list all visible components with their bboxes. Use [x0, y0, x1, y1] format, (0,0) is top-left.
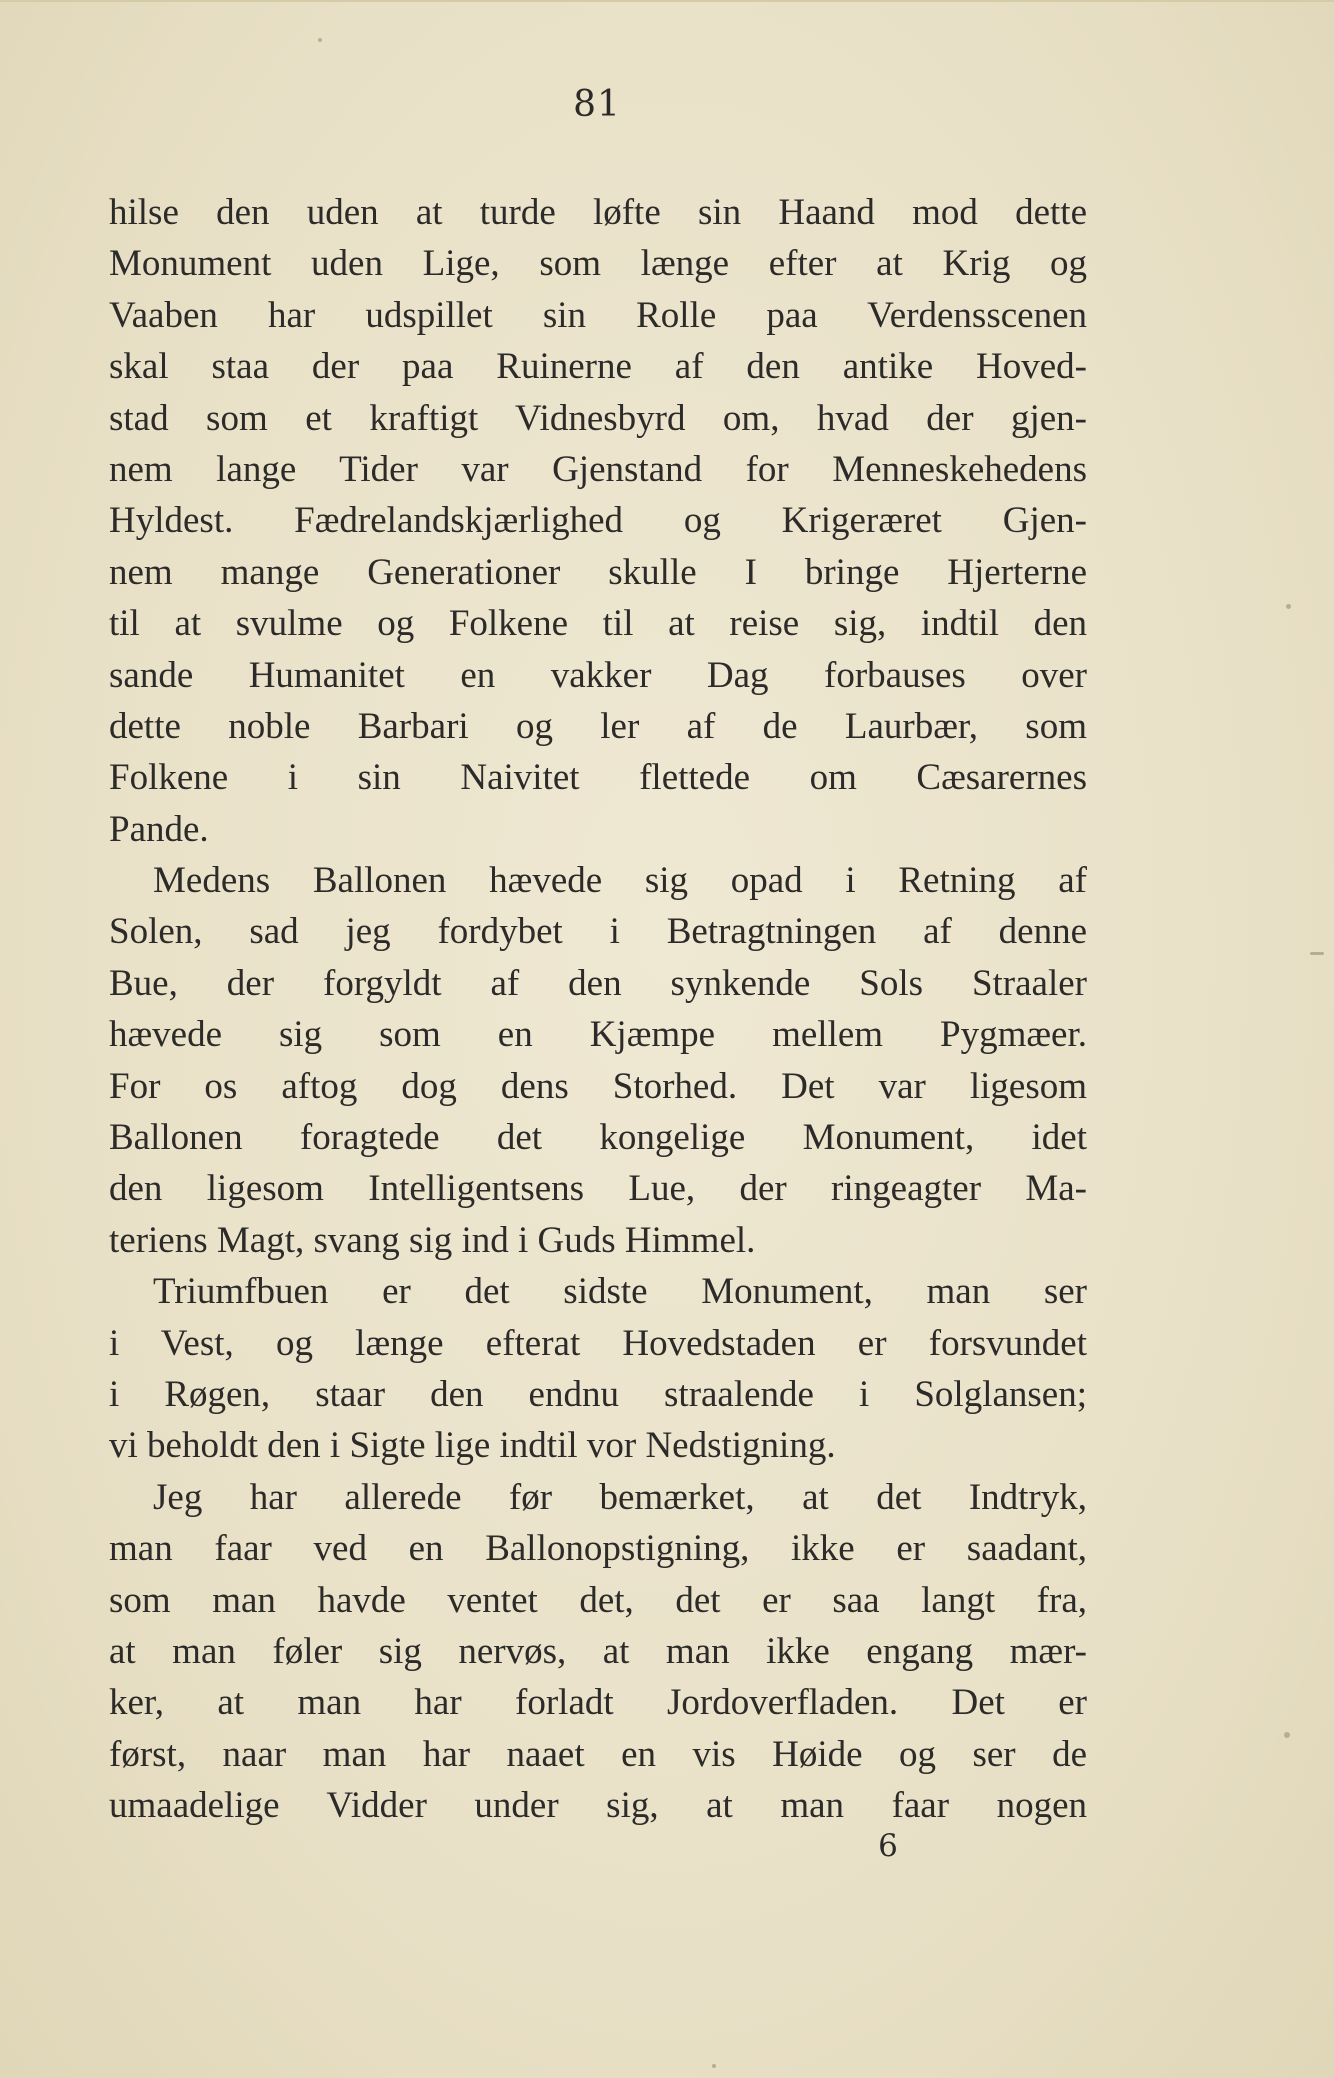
text-line: Bue, der forgyldt af den synkende Sols Straaler — [109, 962, 1087, 1004]
text-line: dette noble Barbari og ler af de Laurbær, som — [109, 705, 1087, 747]
text-line: som man havde ventet det, det er saa langt fra, — [109, 1579, 1087, 1621]
text-line: at man føler sig nervøs, at man ikke engang mær- — [109, 1630, 1087, 1672]
text-line: først, naar man har naaet en vis Høide og ser de — [109, 1733, 1087, 1775]
text-line: Ballonen foragtede det kongelige Monument, idet — [109, 1117, 1087, 1159]
paragraph-start-line: Triumfbuen er det sidste Monument, man ser — [153, 1271, 1087, 1313]
paper-speck — [1310, 952, 1324, 955]
text-line: den ligesom Intelligentsens Lue, der ringeagter Ma- — [109, 1168, 1087, 1210]
text-line: stad som et kraftigt Vidnesbyrd om, hvad der gjen- — [109, 397, 1087, 439]
paper-speck — [712, 2064, 716, 2068]
page-number: 81 — [573, 84, 621, 125]
text-line: Solen, sad jeg fordybet i Betragtningen af denne — [109, 911, 1087, 953]
paragraph-end-line: vi beholdt den i Sigte lige indtil vor Nedstigning. — [109, 1425, 836, 1467]
paragraph-start-line: Medens Ballonen hævede sig opad i Retning af — [153, 860, 1087, 902]
paragraph-end-line: teriens Magt, svang sig ind i Guds Himmel. — [109, 1219, 756, 1261]
paragraph-end-line: Pande. — [109, 808, 209, 850]
text-line: Vaaben har udspillet sin Rolle paa Verdensscenen — [109, 294, 1087, 336]
paragraph-start-line: Jeg har allerede før bemærket, at det Indtryk, — [153, 1476, 1087, 1518]
text-line: til at svulme og Folkene til at reise sig, indtil den — [109, 603, 1087, 645]
text-line: sande Humanitet en vakker Dag forbauses over — [109, 654, 1087, 696]
text-line: i Røgen, staar den endnu straalende i Solglansen; — [109, 1373, 1087, 1415]
text-line: Hyldest. Fædrelandskjærlighed og Krigeræret Gjen- — [109, 500, 1087, 542]
body-text — [109, 187, 1087, 1832]
text-line: Monument uden Lige, som længe efter at Krig og — [109, 243, 1087, 285]
text-line: nem lange Tider var Gjenstand for Menneskehedens — [109, 448, 1087, 490]
text-line: man faar ved en Ballonopstigning, ikke er saadant, — [109, 1528, 1087, 1570]
paper-speck — [1284, 1732, 1290, 1738]
paper-speck — [1286, 604, 1291, 609]
signature-mark: 6 — [878, 1828, 898, 1864]
text-line: Folkene i sin Naivitet flettede om Cæsarernes — [109, 757, 1087, 799]
text-line: ker, at man har forladt Jordoverfladen. Det er — [109, 1682, 1087, 1724]
paper-speck — [318, 38, 322, 42]
text-line: nem mange Generationer skulle I bringe Hjerterne — [109, 551, 1087, 593]
text-line: hævede sig som en Kjæmpe mellem Pygmæer. — [109, 1014, 1087, 1056]
text-line: For os aftog dog dens Storhed. Det var ligesom — [109, 1065, 1087, 1107]
text-line: hilse den uden at turde løfte sin Haand mod dette — [109, 192, 1087, 233]
text-line: umaadelige Vidder under sig, at man faar nogen — [109, 1785, 1087, 1827]
text-line: i Vest, og længe efterat Hovedstaden er forsvundet — [109, 1322, 1087, 1364]
text-line: skal staa der paa Ruinerne af den antike Hoved- — [109, 346, 1087, 388]
